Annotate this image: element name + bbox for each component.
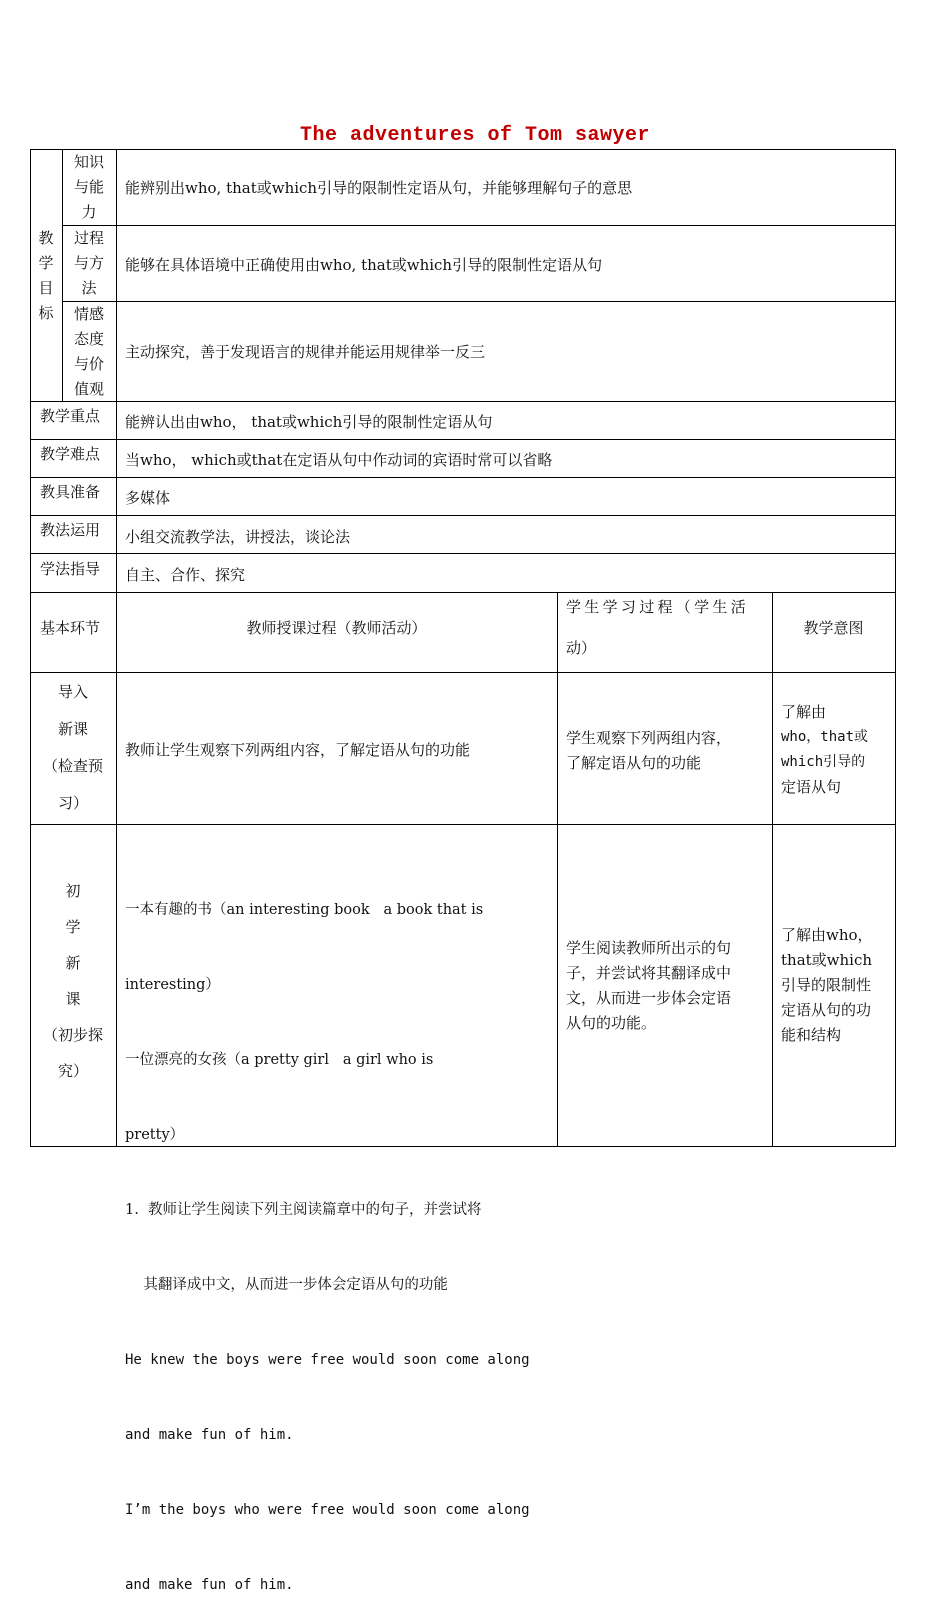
objective-label-attitude: 情感 态度 与价 值观 xyxy=(73,305,104,398)
stage-new-lesson: 初 学 新 课 （初步探 究） xyxy=(42,882,103,1080)
info-content-key-points: 能辨认出由who， that或which引导的限制性定语从句 xyxy=(125,413,493,431)
document-title: The adventures of Tom sawyer xyxy=(299,124,651,147)
info-content-difficulties: 当who， which或that在定语从句中作动词的宾语时常可以省略 xyxy=(125,451,553,469)
teacher-activity-intro: 教师让学生观察下列两组内容，了解定语从句的功能 xyxy=(125,741,471,759)
header-teacher: 教师授课过程（教师活动） xyxy=(246,619,427,637)
intent-intro: 了解由 who，that或 which引导的 定语从句 xyxy=(781,703,869,796)
objective-content-knowledge: 能辨别出who, that或which引导的限制性定语从句，并能够理解句子的意思 xyxy=(125,179,633,197)
header-stage: 基本环节 xyxy=(40,619,101,637)
stage-intro: 导入 新课 （检查预 习） xyxy=(42,683,103,812)
info-label-methods: 教法运用 xyxy=(40,521,101,539)
student-activity-new-lesson: 学生阅读教师所出示的句 子，并尝试将其翻译成中 文，从而进一步体会定语 从句的功能。 xyxy=(566,939,732,1032)
objective-content-process: 能够在具体语境中正确使用由who, that或which引导的限制性定语从句 xyxy=(125,256,603,274)
intent-new-lesson: 了解由who， that或which 引导的限制性 定语从句的功 能和结构 xyxy=(781,926,873,1044)
info-label-key-points: 教学重点 xyxy=(40,407,101,425)
objective-content-attitude: 主动探究，善于发现语言的规律并能运用规律举一反三 xyxy=(125,343,486,361)
info-content-methods: 小组交流教学法，讲授法，谈论法 xyxy=(125,528,351,546)
objective-label-process: 过程 与方 法 xyxy=(73,229,104,297)
teacher-activity-new-lesson: 一本有趣的书（an interesting book a book that is interesting） 一位漂亮的女孩（a pretty girl a girl who is pretty） 1. 教师让学生阅读下列主阅读篇章中的句子，并尝试将 其翻译成中文，从而进一步体会定语从句的功能 He knew the boys were free would soon come along and make fun of him. I’m the boys who were free would soon come along and make fun of him. xyxy=(125,902,530,1593)
objective-label-knowledge: 知识 与能 力 xyxy=(73,153,104,221)
info-content-aids: 多媒体 xyxy=(125,489,171,507)
info-label-difficulties: 教学难点 xyxy=(40,445,101,463)
student-activity-intro: 学生观察下列两组内容， 了解定语从句的功能 xyxy=(566,729,732,772)
info-label-aids: 教具准备 xyxy=(40,483,101,501)
header-student-line1: 学生学习过程（学生活 xyxy=(566,598,750,616)
info-content-study-guide: 自主、合作、探究 xyxy=(125,566,246,584)
header-intent: 教学意图 xyxy=(803,619,864,637)
objectives-side-label: 教 学 目 标 xyxy=(38,229,54,322)
info-label-study-guide: 学法指导 xyxy=(40,560,101,578)
header-student-line2: 动） xyxy=(566,639,597,657)
